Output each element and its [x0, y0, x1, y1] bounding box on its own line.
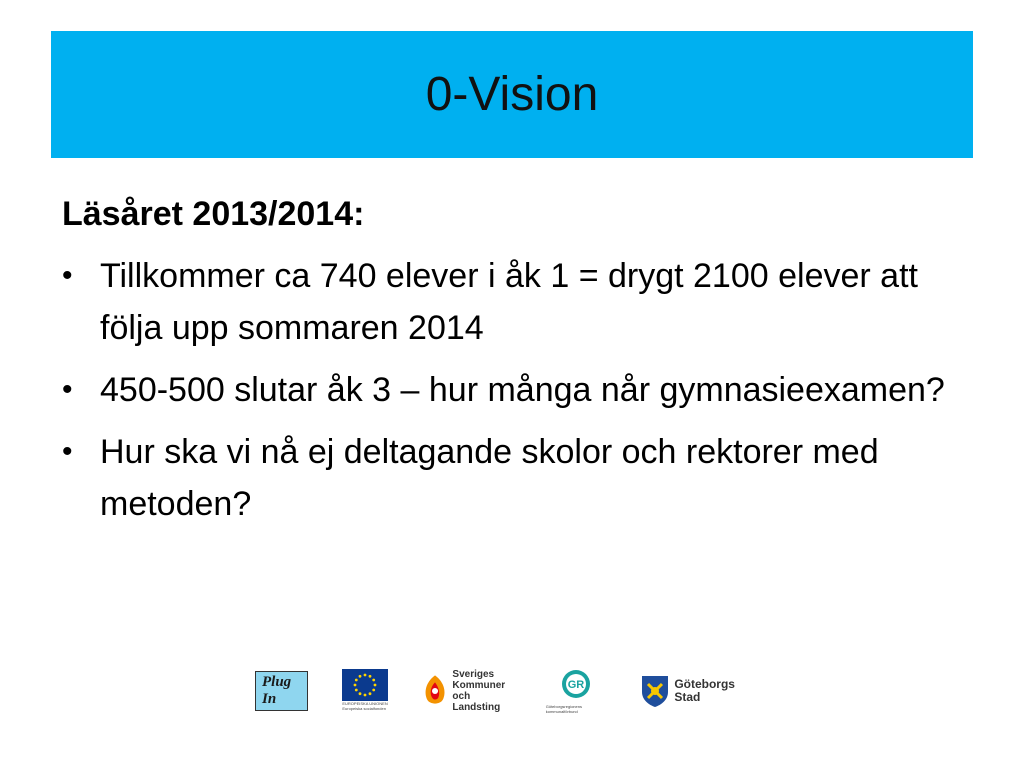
eu-flag-icon — [342, 669, 388, 701]
plugin-logo-text: Plug In — [255, 671, 308, 711]
plugin-logo — [255, 671, 308, 711]
slide-content — [62, 188, 982, 530]
skl-logo — [422, 669, 511, 713]
bullet-icon: • — [62, 259, 73, 292]
gr-circle-icon — [560, 668, 592, 700]
gr-logo — [546, 668, 607, 714]
gbg-shield-icon — [640, 674, 670, 708]
bullet-icon: • — [62, 373, 73, 406]
slide-title: 0-Vision — [425, 68, 599, 121]
gr-caption: Göteborgsregionens kommunalförbund — [545, 704, 582, 714]
slide-heading: Läsåret 2013/2014: — [62, 195, 365, 233]
bullet-list — [62, 250, 982, 530]
title-bar — [51, 31, 973, 158]
svg-text:GR: GR — [567, 679, 585, 691]
bullet-item: • Hur ska vi nå ej deltagande skolor och rektorer med metoden? — [62, 426, 982, 530]
gbg-logo — [640, 674, 735, 708]
skl-flame-icon — [422, 671, 448, 711]
sponsor-logos — [255, 668, 735, 714]
skl-logo-text: Sveriges Kommuner och Landsting — [452, 669, 506, 713]
gbg-logo-text: Göteborgs Stad — [674, 677, 735, 704]
bullet-item: • 450-500 slutar åk 3 – hur många når gymnasieexamen? — [62, 364, 982, 416]
eu-caption: EUROPEISKA UNIONEN Europeiska socialfonden — [342, 701, 388, 711]
bullet-item: • Tillkommer ca 740 elever i åk 1 = drygt 2100 elever att följa upp sommaren 2014 — [62, 250, 982, 354]
bullet-icon: • — [62, 435, 73, 468]
eu-logo — [342, 667, 388, 715]
